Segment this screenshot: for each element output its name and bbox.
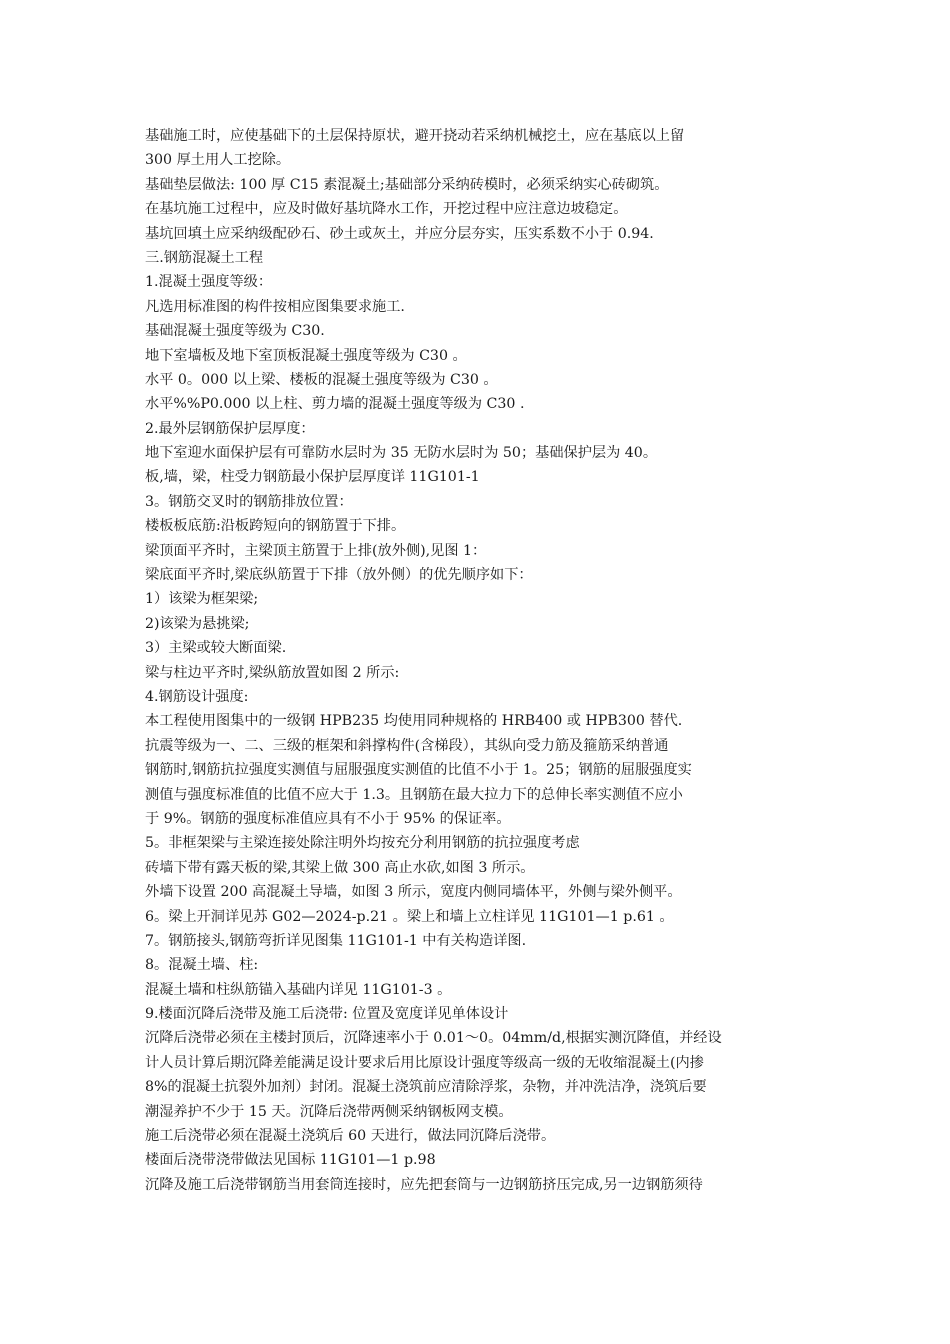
text-line: 于 9%。钢筋的强度标准值应具有不小于 95% 的保证率。 — [145, 810, 511, 827]
text-line: 钢筋时,钢筋抗拉强度实测值与屈服强度实测值的比值不小于 1。25；钢筋的屈服强度实 — [145, 762, 692, 779]
text-line: 基础垫层做法: 100 厚 C15 素混凝土;基础部分采纳砖模时，必须采纳实心砖砌筑。 — [145, 176, 669, 193]
subsection-heading: 8。混凝土墙、柱: — [145, 957, 259, 974]
text-line: 砖墙下带有露天板的梁,其梁上做 300 高止水砍,如图 3 所示。 — [145, 859, 535, 876]
text-line: 混凝土墙和柱纵筋锚入基础内详见 11G101-3 。 — [145, 981, 452, 998]
text-line: 楼面后浇带浇带做法见国标 11G101—1 p.98 — [145, 1152, 436, 1169]
list-item: 2)该梁为悬挑梁; — [145, 615, 250, 632]
text-line: 基础施工时，应使基础下的土层保持原状，避开挠动若采纳机械挖土，应在基底以上留 — [145, 128, 685, 144]
text-line: 地下室墙板及地下室顶板混凝土强度等级为 C30 。 — [145, 347, 467, 364]
text-line: 梁顶面平齐时，主梁顶主筋置于上排(放外侧),见图 1： — [145, 542, 487, 559]
text-line: 基坑回填土应采纳级配砂石、砂土或灰土，并应分层夯实，压实系数不小于 0.94. — [145, 225, 654, 242]
subsection-heading: 7。钢筋接头,钢筋弯折详见图集 11G101-1 中有关构造详图. — [145, 932, 527, 949]
subsection-heading: 9.楼面沉降后浇带及施工后浇带: 位置及宽度详见单体设计 — [145, 1006, 509, 1023]
text-line: 计人员计算后期沉降差能满足设计要求后用比原设计强度等级高一级的无收缩混凝土(内掺 — [145, 1054, 704, 1071]
text-line: 地下室迎水面保护层有可靠防水层时为 35 无防水层时为 50；基础保护层为 40。 — [145, 445, 658, 462]
text-line: 测值与强度标准值的比值不应大于 1.3。且钢筋在最大拉力下的总伸长率实测值不应小 — [145, 786, 683, 803]
text-line: 梁底面平齐时,梁底纵筋置于下排（放外侧）的优先顺序如下： — [145, 567, 533, 584]
text-line: 施工后浇带必须在混凝土浇筑后 60 天进行，做法同沉降后浇带。 — [145, 1128, 556, 1145]
text-line: 沉降后浇带必须在主楼封顶后，沉降速率小于 0.01～0。04mm/d,根据实测沉降值，并经设 — [145, 1030, 722, 1047]
list-item: 3）主梁或较大断面梁. — [145, 640, 287, 657]
text-line: 凡选用标准图的构件按相应图集要求施工. — [145, 298, 405, 315]
subsection-heading: 1.混凝土强度等级： — [145, 274, 273, 291]
text-line: 基础混凝土强度等级为 C30. — [145, 323, 325, 340]
text-line: 本工程使用图集中的一级钢 HPB235 均使用同种规格的 HRB400 或 HPB300 替代. — [145, 713, 683, 730]
subsection-heading: 4.钢筋设计强度: — [145, 688, 249, 705]
text-line: 抗震等级为一、二、三级的框架和斜撑构件(含梯段），其纵向受力筋及箍筋采纳普通 — [145, 737, 669, 754]
section-heading: 三.钢筋混凝土工程 — [145, 249, 264, 266]
list-item: 1）该梁为框架梁; — [145, 591, 259, 608]
subsection-heading: 3。钢筋交叉时的钢筋排放位置： — [145, 493, 353, 510]
text-line: 在基坑施工过程中，应及时做好基坑降水工作，开挖过程中应注意边坡稳定。 — [145, 201, 628, 218]
text-line: 板,墙，梁，柱受力钢筋最小保护层厚度详 11G101-1 — [145, 469, 480, 486]
subsection-heading: 5。非框架梁与主梁连接处除注明外均按充分利用钢筋的抗拉强度考虑 — [145, 835, 580, 852]
text-line: 外墙下设置 200 高混凝土导墙，如图 3 所示，宽度内侧同墙体平，外侧与梁外侧平。 — [145, 884, 682, 901]
text-line: 水平%%P0.000 以上柱、剪力墙的混凝土强度等级为 C30 . — [145, 396, 525, 413]
text-line: 沉降及施工后浇带钢筋当用套筒连接时，应先把套筒与一边钢筋挤压完成,另一边钢筋须待 — [145, 1176, 703, 1193]
subsection-heading: 2.最外层钢筋保护层厚度： — [145, 420, 315, 437]
text-line: 水平 0。000 以上梁、楼板的混凝土强度等级为 C30 。 — [145, 371, 498, 388]
document-body — [145, 124, 810, 1197]
text-line: 8%的混凝土抗裂外加剂）封闭。混凝土浇筑前应清除浮浆，杂物，并冲洗洁净，浇筑后要 — [145, 1079, 707, 1096]
subsection-heading: 6。梁上开洞详见苏 G02—2024-p.21 。梁上和墙上立柱详见 11G101—1 p.61 。 — [145, 908, 674, 925]
text-line: 300 厚土用人工挖除。 — [145, 152, 291, 169]
text-line: 梁与柱边平齐时,梁纵筋放置如图 2 所示: — [145, 664, 400, 681]
text-line: 潮湿养护不少于 15 天。沉降后浇带两侧采纳钢板网支模。 — [145, 1103, 513, 1120]
text-line: 楼板板底筋:沿板跨短向的钢筋置于下排。 — [145, 518, 406, 535]
